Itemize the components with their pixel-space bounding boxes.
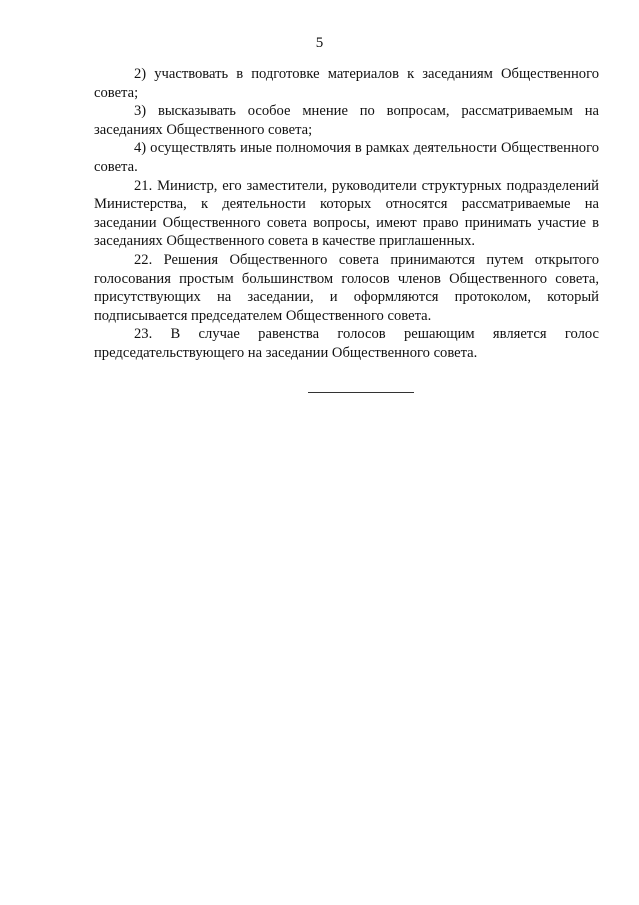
list-item-4: 4) осуществлять иные полномочия в рамках деятельности Общественного совета. [94, 140, 599, 175]
list-item-3: 3) высказывать особое мнение по вопросам, рассматриваемым на заседаниях Общественного совета; [94, 103, 599, 138]
clause-21: 21. Министр, его заместители, руководители структурных подразделений Министерства, к деятельности которых относятся рассматриваемые на заседании Общественного совета вопросы, имеют право принимать участие в заседаниях Общественного совета в качестве приглашенных. [94, 177, 599, 250]
end-separator-line [308, 392, 414, 393]
list-item-2: 2) участвовать в подготовке материалов к заседаниям Общественного совета; [94, 66, 599, 101]
clause-22: 22. Решения Общественного совета принимаются путем открытого голосования простым большинством голосов членов Общественного совета, присутствующих на заседании, и оформляются протоколом, который подписывается председателем Общественного совета. [94, 251, 599, 324]
clause-23: 23. В случае равенства голосов решающим является голос председательствующего на заседании Общественного совета. [94, 326, 599, 361]
document-body [94, 65, 599, 363]
page-number: 5 [315, 35, 324, 51]
